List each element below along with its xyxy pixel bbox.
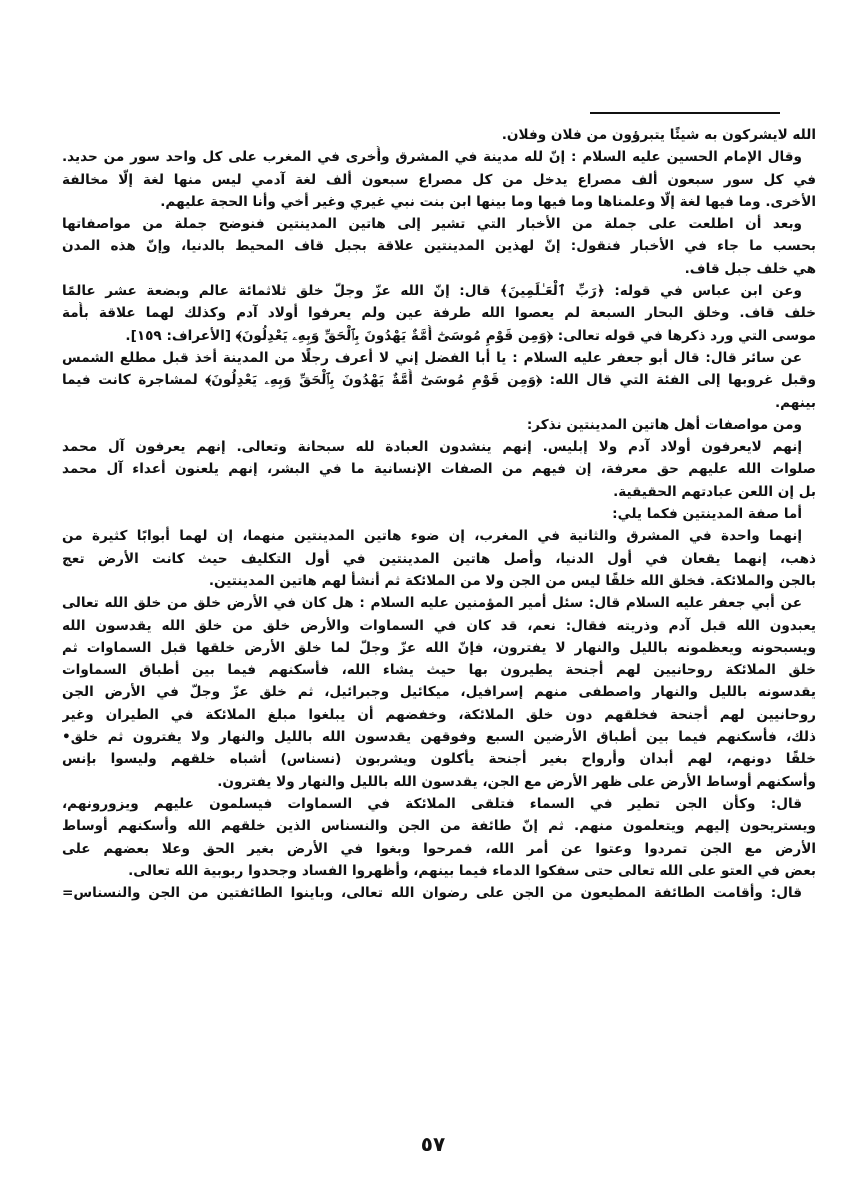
text-line: الله لايشركون به شيئًا يتبرؤون من فلان وفلان. <box>501 127 816 143</box>
text-line: يعبدون الله قبل آدم وذريته فقال: نعم، قد كان في السماوات والأرض خلق من خلق الله يقدسون الله <box>62 617 816 634</box>
text-line: خلق الملائكة روحانيين لهم أجنحة يطيرون بها حيث يشاء الله، فأسكنهم فيما بين أطباق السماوات <box>62 662 816 679</box>
footnote-separator-rule <box>590 112 780 114</box>
text-line: إنهما واحدة في المشرق والثانية في المغرب، إن ضوء هاتين المدينتين منهما، إن لهما أبوابًا كثيرة من <box>62 528 802 545</box>
text-line: هي خلف جبل قاف. <box>684 260 816 277</box>
text-line: إنهم لايعرفون أولاد آدم ولا إبليس. إنهم ينشدون العبادة لله سبحانة وتعالى. إنهم يعرفون آل محمد <box>62 439 802 456</box>
text-line: ذلك، فأسكنهم فيما بين أطباق الأرضين السبع وفوقهن يقدسون الله بالليل والنهار ولا يفترون ثم خلق• <box>62 729 816 746</box>
text-line: خلقًا دونهم، لهم أبدان وأرواح بغير أجنحة يأكلون ويشربون (نسناس) أشباه خلقهم وليسوا بإنس <box>62 751 816 768</box>
text-line: روحانيين لهم أجنحة فخلقهم دون خلق الملائكة، وخفضهم أن يبلغوا مبلغ الملائكة في الطيران وغير <box>62 706 816 723</box>
text-line: بعض في العتو على الله تعالى حتى سفكوا الدماء فيما بينهم، وأظهروا الفساد وجحدوا ربوبية الله تعالى. <box>128 862 816 879</box>
text-line: ذهب، إنهما يقعان في أول الدنيا، وأصل هاتين المدينتين في أول التكليف حيث كانت الأرض تعج <box>62 550 816 567</box>
text-line: وأسكنهم أوساط الأرض على ظهر الأرض مع الجن، يقدسون الله بالليل والنهار ولا يفترون. <box>217 773 816 790</box>
text-line: ويسبحونه ويعظمونه بالليل والنهار لا يفترون، فإنّ الله عزّ وجلّ لما خلق الأرض خلقها قبل السماوات ثم <box>62 639 816 656</box>
text-line: الأرض مع الجن تمردوا وعتوا عن أمر الله، فمرحوا وبغوا في الأرض بغير الحق وعلا بعضهم على <box>62 840 816 857</box>
text-line: بينهم. <box>774 394 816 411</box>
text-line: قال: وأقامت الطائفة المطيعون من الجن على رضوان الله تعالى، وباينوا الطائفتين من الجن والنسناس= <box>62 885 802 902</box>
text-line: الأخرى. وما فيها لغة إلّا وعلمناها وما فيها وما بينها ابن بنت نبي غيري وغير أخي وأنا الحجة عليهم. <box>160 193 816 210</box>
text-line: قال: وكأن الجن تطير في السماء فتلقى الملائكة في السماوات فيسلمون عليهم ويزورونهم، <box>62 795 802 812</box>
text-line: ويستريحون إليهم ويتعلمون منهم. ثم إنّ طائفة من الجن والنسناس الذين خلقهم الله وأسكنهم أوساط <box>62 818 816 835</box>
text-line: أما صفة المدينتين فكما يلي: <box>612 506 802 523</box>
text-line: عن أبي جعفر عليه السلام قال: سئل أمير المؤمنين عليه السلام : هل كان في الأرض خلق من خلق الله تعالى <box>62 595 802 612</box>
text-line: وقال الإمام الحسين عليه السلام : إنّ لله مدينة في المشرق وأُخرى في المغرب على كل واحد سور من حديد. <box>62 149 802 166</box>
text-line: وعن ابن عباس في قوله: ﴿رَبِّ ٱلْعَـٰلَمِينَ﴾ قال: إنّ الله عزّ وجلّ خلق ثلاثمائة عالم وبضعة عشر عالمًا <box>62 283 802 300</box>
text-line: وبعد أن اطلعت على جملة من الأخبار التي تشير إلى هاتين المدينتين فنوضح جملة من مواصفاتها <box>62 216 802 233</box>
text-line: عن سائر قال: قال أبو جعفر عليه السلام : يا أبا الفضل إني لا أعرف رجلًا من المدينة أخذ قبل مطلع الشمس <box>62 349 802 366</box>
text-line: موسى التي ورد ذكرها في قوله تعالى: ﴿وَمِن قَوْمِ مُوسَىٰٓ أُمَّةٌ يَهْدُونَ بِٱلْحَقِّ وَبِهِۦ يَعْدِلُونَ﴾ [الأعراف: ١٥٩]. <box>125 327 816 344</box>
footnote-text-block <box>62 124 816 904</box>
text-line: ومن مواصفات أهل هاتين المدينتين نذكر: <box>526 416 802 433</box>
text-line: في كل سور سبعون ألف مصراع يدخل من كل مصراع سبعون ألف لغة آدمي ليس منها لغة إلّا مخالفة <box>62 171 816 188</box>
text-line: وقبل غروبها إلى الفئة التي قال الله: ﴿وَمِن قَوْمِ مُوسَىٰٓ أُمَّةٌ يَهْدُونَ بِٱلْحَقِّ وَبِهِۦ يَعْدِلُونَ﴾ لمشاجرة كانت فيما <box>62 372 816 389</box>
text-line: بالجن والملائكة. فخلق الله خلقًا ليس من الجن ولا من الملائكة ثم أنشأ لهم هاتين المدينتين. <box>208 572 816 589</box>
text-line: صلوات الله عليهم حق معرفة، إن فيهم من الصفات الإنسانية ما في البشر، إنهم يلعنون أعداء آل محمد <box>62 461 816 478</box>
text-line: خلف قاف. وخلق البحار السبعة لم يعصوا الله طرفة عين ولم يعرفوا أولاد آدم وكذلك لهما علاقة بأُمة <box>62 305 816 322</box>
text-line: يقدسونه بالليل والنهار واصطفى منهم إسرافيل، ميكائيل وجبرائيل، ثم خلق عزّ وجلّ في الأرض الجن <box>62 684 816 701</box>
page-number: ٥٧ <box>420 1132 446 1156</box>
text-line: بحسب ما جاء في الأخبار فنقول: إنّ لهذين المدينتين علاقة بجبل قاف المحيط بالدنيا، وإنّ هذه المدن <box>62 238 816 255</box>
text-line: بل إن اللعن عبادتهم الحقيقية. <box>613 483 816 500</box>
